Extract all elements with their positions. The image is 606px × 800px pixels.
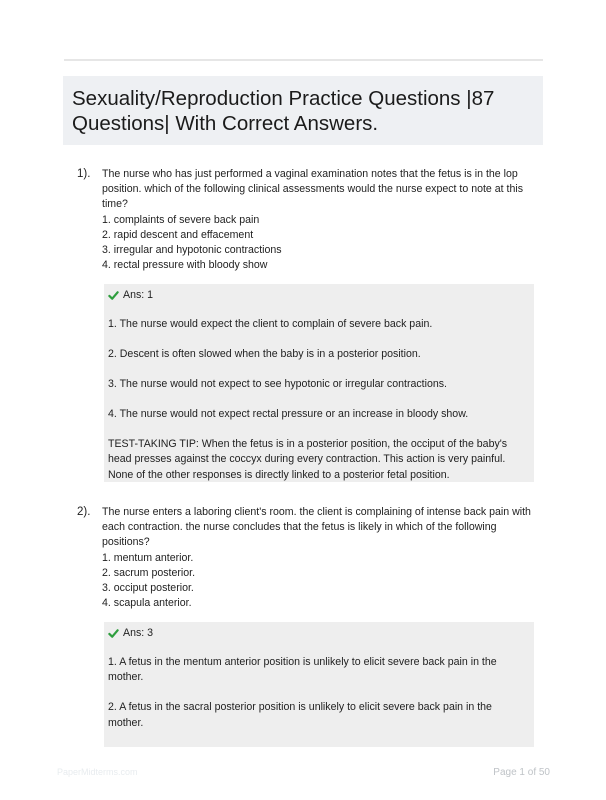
explanation-1: 1. A fetus in the mentum anterior position is unlikely to elicit severe back pain in the mother. (108, 656, 497, 684)
answer-label: Ans: 1 (123, 289, 154, 301)
top-divider (64, 59, 543, 61)
title-banner (63, 76, 543, 145)
page-number: Page 1 of 50 (493, 767, 550, 778)
answer-line (108, 626, 526, 641)
document-title: Sexuality/Reproduction Practice Questions |87 Questions| With Correct Answers. (72, 87, 495, 135)
footer-watermark: PaperMidterms.com (57, 767, 138, 777)
explanation-2: 2. Descent is often slowed when the baby is in a posterior position. (108, 348, 421, 361)
explanation-4: 4. The nurse would not expect rectal pressure or an increase in bloody show. (108, 408, 469, 421)
answer-label: Ans: 3 (123, 627, 154, 639)
test-taking-tip: TEST-TAKING TIP: When the fetus is in a posterior position, the occiput of the baby's head presses against the coccyx during every contraction. This action is very painful. None of the other responses is directly linked to a posterior fetal position. (108, 438, 508, 481)
question-text: The nurse who has just performed a vaginal examination notes that the fetus is in the lop position. which of the following clinical assessments would the nurse expect to note at this time? (102, 168, 524, 211)
option-3: 3. irregular and hypotonic contractions (102, 244, 282, 257)
answer-box-2 (104, 622, 534, 747)
explanation-2: 2. A fetus in the sacral posterior position is unlikely to elicit severe back pain in the mother. (108, 701, 492, 729)
check-icon (108, 290, 119, 301)
question-number: 1). (77, 168, 91, 180)
explanation-1: 1. The nurse would expect the client to complain of severe back pain. (108, 318, 433, 331)
question-1 (73, 167, 543, 273)
option-1: 1. complaints of severe back pain (102, 213, 260, 226)
answer-line (108, 288, 526, 303)
question-number: 2). (77, 506, 91, 518)
check-icon (108, 628, 119, 639)
option-2: 2. rapid descent and effacement (102, 228, 254, 241)
option-3: 3. occiput posterior. (102, 582, 194, 595)
option-4: 4. scapula anterior. (102, 597, 192, 610)
question-2 (73, 505, 543, 611)
option-1: 1. mentum anterior. (102, 551, 194, 564)
option-2: 2. sacrum posterior. (102, 566, 196, 579)
answer-box-1 (104, 284, 534, 482)
question-text: The nurse enters a laboring client's room. the client is complaining of intense back pain with each contraction. the nurse concludes that the fetus is likely in which of the following positions? (102, 506, 531, 549)
explanation-3: 3. The nurse would not expect to see hypotonic or irregular contractions. (108, 378, 447, 391)
option-4: 4. rectal pressure with bloody show (102, 259, 268, 272)
